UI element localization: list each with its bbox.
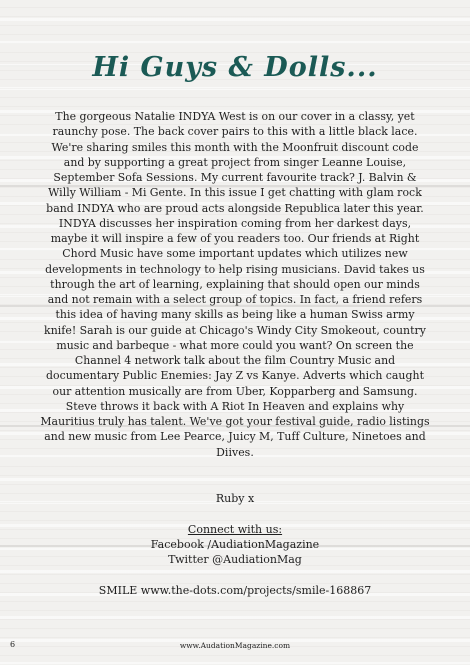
page-title: Hi Guys & Dolls... — [92, 52, 378, 83]
smile-link[interactable]: SMILE www.the-dots.com/projects/smile-168867 — [98, 584, 372, 597]
footer-url[interactable]: www.AudationMagazine.com — [179, 641, 291, 650]
page-number: 6 — [10, 640, 16, 649]
signoff: Ruby x — [215, 492, 255, 505]
editorial-body: The gorgeous Natalie INDYA West is on our cover in a classy, yet raunchy pose. The back cover pairs to this with a little black lace. We're sharing smiles this month with the Moonfruit discount code and by supporting a great project from singer Leanne Louise, September Sofa Sessions. My current favourite track? J. Balvin & Willy William - Mi Gente. In this issue I get chatting with glam rock band INDYA who are proud acts alongside Republica later this year. INDYA discusses her inspiration coming from her darkest days, maybe it will inspire a few of you readers too. Our friends at Right Chord Music have some important updates which utilizes new developments in technology to help rising musicians. David takes us through the art of learning, explaining that should open our minds and not remain with a select group of topics. In fact, a friend refers this idea of having many skills as being like a human Swiss army knife! Sarah is our guide at Chicago's Windy City Smokeout, country music and barbeque - what more could you want? On screen the Channel 4 network talk about the film Country Music and documentary Public Enemies: Jay Z vs Kanye. Adverts which caught our attention musically are from Uber, Kopparberg and Samsung. Steve throws it back with A Riot In Heaven and explains why Mauritius truly has talent. We've got your festival guide, radio listings and new music from Lee Pearce, Juicy M, Tuff Culture, Ninetoes and Diives. — [40, 110, 430, 459]
connect-heading: Connect with us: — [187, 523, 283, 536]
facebook-link[interactable]: Facebook /AudiationMagazine — [150, 538, 320, 551]
connect-section — [0, 522, 470, 567]
twitter-link[interactable]: Twitter @AudiationMag — [168, 553, 302, 566]
